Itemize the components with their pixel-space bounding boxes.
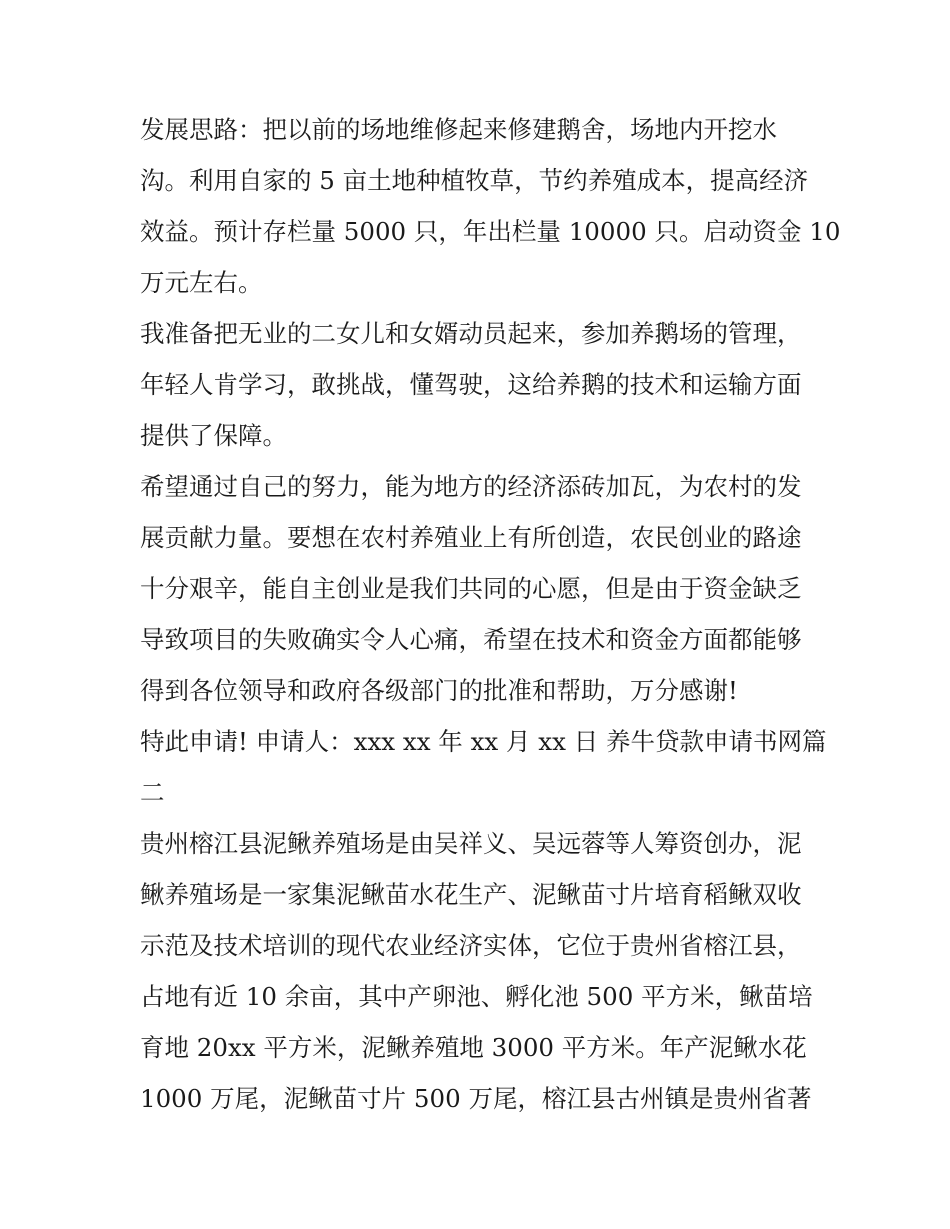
- text-line: 展贡献力量。要想在农村养殖业上有所创造，农民创业的路途: [140, 523, 802, 552]
- text-line: 十分艰辛，能自主创业是我们共同的心愿，但是由于资金缺乏: [140, 574, 802, 603]
- text-line: 示范及技术培训的现代农业经济实体，它位于贵州省榕江县，: [140, 931, 802, 960]
- document-body: [140, 104, 841, 1124]
- text-line: 提供了保障。: [140, 421, 287, 450]
- text-line: 二: [140, 778, 165, 807]
- text-line: 希望通过自己的努力，能为地方的经济添砖加瓦，为农村的发: [140, 472, 802, 501]
- text-line: 1000 万尾，泥鳅苗寸片 500 万尾，榕江县古州镇是贵州省著: [140, 1084, 812, 1113]
- text-line: 特此申请! 申请人：xxx xx 年 xx 月 xx 日 养牛贷款申请书网篇: [140, 727, 827, 756]
- text-line: 年轻人肯学习，敢挑战，懂驾驶，这给养鹅的技术和运输方面: [140, 370, 802, 399]
- text-line: 贵州榕江县泥鳅养殖场是由吴祥义、吴远蓉等人筹资创办，泥: [140, 829, 802, 858]
- text-line: 导致项目的失败确实令人心痛，希望在技术和资金方面都能够: [140, 625, 802, 654]
- text-line: 发展思路：把以前的场地维修起来修建鹅舍，场地内开挖水: [140, 115, 777, 144]
- text-line: 效益。预计存栏量 5000 只，年出栏量 10000 只。启动资金 10: [140, 217, 841, 246]
- text-line: 占地有近 10 余亩，其中产卵池、孵化池 500 平方米，鳅苗培: [140, 982, 813, 1011]
- text-line: 沟。利用自家的 5 亩土地种植牧草，节约养殖成本，提高经济: [140, 166, 809, 195]
- text-line: 我准备把无业的二女儿和女婿动员起来，参加养鹅场的管理，: [140, 319, 802, 348]
- text-line: 育地 20xx 平方米，泥鳅养殖地 3000 平方米。年产泥鳅水花: [140, 1033, 807, 1062]
- text-line: 万元左右。: [140, 268, 263, 297]
- text-line: 得到各位领导和政府各级部门的批准和帮助，万分感谢!: [140, 676, 738, 705]
- text-line: 鳅养殖场是一家集泥鳅苗水花生产、泥鳅苗寸片培育稻鳅双收: [140, 880, 802, 909]
